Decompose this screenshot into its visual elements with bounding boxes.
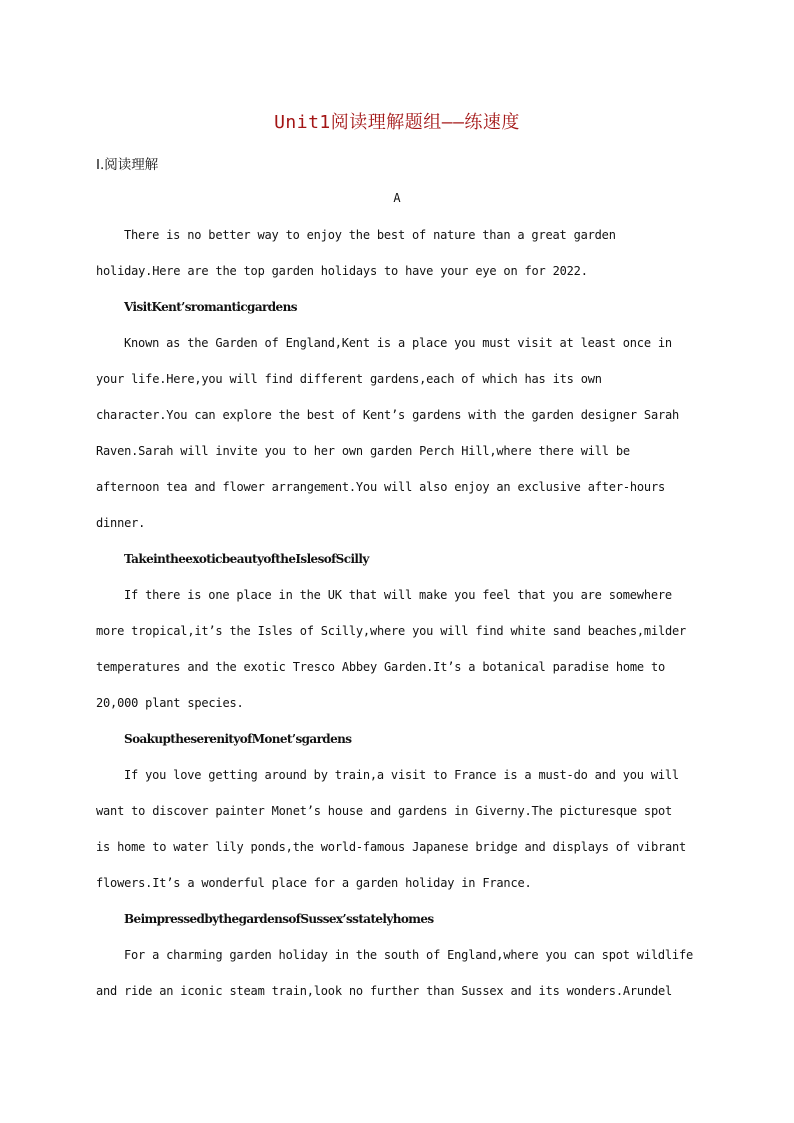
passage-letter: A [393, 191, 401, 205]
paragraph-line: Raven.Sarah will invite you to her own garden Perch Hill,where there will be [96, 444, 630, 458]
paragraph-line: and ride an iconic steam train,look no further than Sussex and its wonders.Arundel [96, 984, 673, 998]
paragraph-line: character.You can explore the best of Kent’s gardens with the garden designer Sarah [96, 408, 680, 422]
subheading-scilly: TakeintheexoticbeautyoftheIslesofScilly [124, 552, 369, 566]
subheading-sussex: BeimpressedbythegardensofSussex’sstatelyhomes [124, 912, 434, 926]
paragraph-line: For a charming garden holiday in the south of England,where you can spot wildlife [124, 948, 693, 962]
paragraph-line: If there is one place in the UK that will make you feel that you are somewhere [124, 588, 672, 602]
subheading-kent: VisitKent’sromanticgardens [124, 300, 297, 314]
paragraph-line: want to discover painter Monet’s house and gardens in Giverny.The picturesque spot [96, 804, 673, 818]
paragraph-line: is home to water lily ponds,the world-famous Japanese bridge and displays of vibrant [96, 840, 687, 854]
paragraph-line: flowers.It’s a wonderful place for a garden holiday in France. [96, 876, 532, 890]
paragraph-line: 20,000 plant species. [96, 696, 244, 710]
paragraph-line: Known as the Garden of England,Kent is a place you must visit at least once in [124, 336, 672, 350]
paragraph-line: holiday.Here are the top garden holidays to have your eye on for 2022. [96, 264, 588, 278]
paragraph-line: your life.Here,you will find different gardens,each of which has its own [96, 372, 602, 386]
paragraph-line: dinner. [96, 516, 146, 530]
page-title: Unit1阅读理解题组——练速度 [274, 112, 520, 133]
paragraph-line: afternoon tea and flower arrangement.You will also enjoy an exclusive after-hours [96, 480, 665, 494]
subheading-monet: SoakuptheserenityofMonet’sgardens [124, 732, 352, 746]
paragraph-line: more tropical,it’s the Isles of Scilly,where you will find white sand beaches,milder [96, 624, 687, 638]
paragraph-line: If you love getting around by train,a visit to France is a must-do and you will [124, 768, 679, 782]
paragraph-line: temperatures and the exotic Tresco Abbey Garden.It’s a botanical paradise home to [96, 660, 665, 674]
paragraph-line: There is no better way to enjoy the best of nature than a great garden [124, 228, 616, 242]
section-label: Ⅰ.阅读理解 [96, 157, 159, 173]
